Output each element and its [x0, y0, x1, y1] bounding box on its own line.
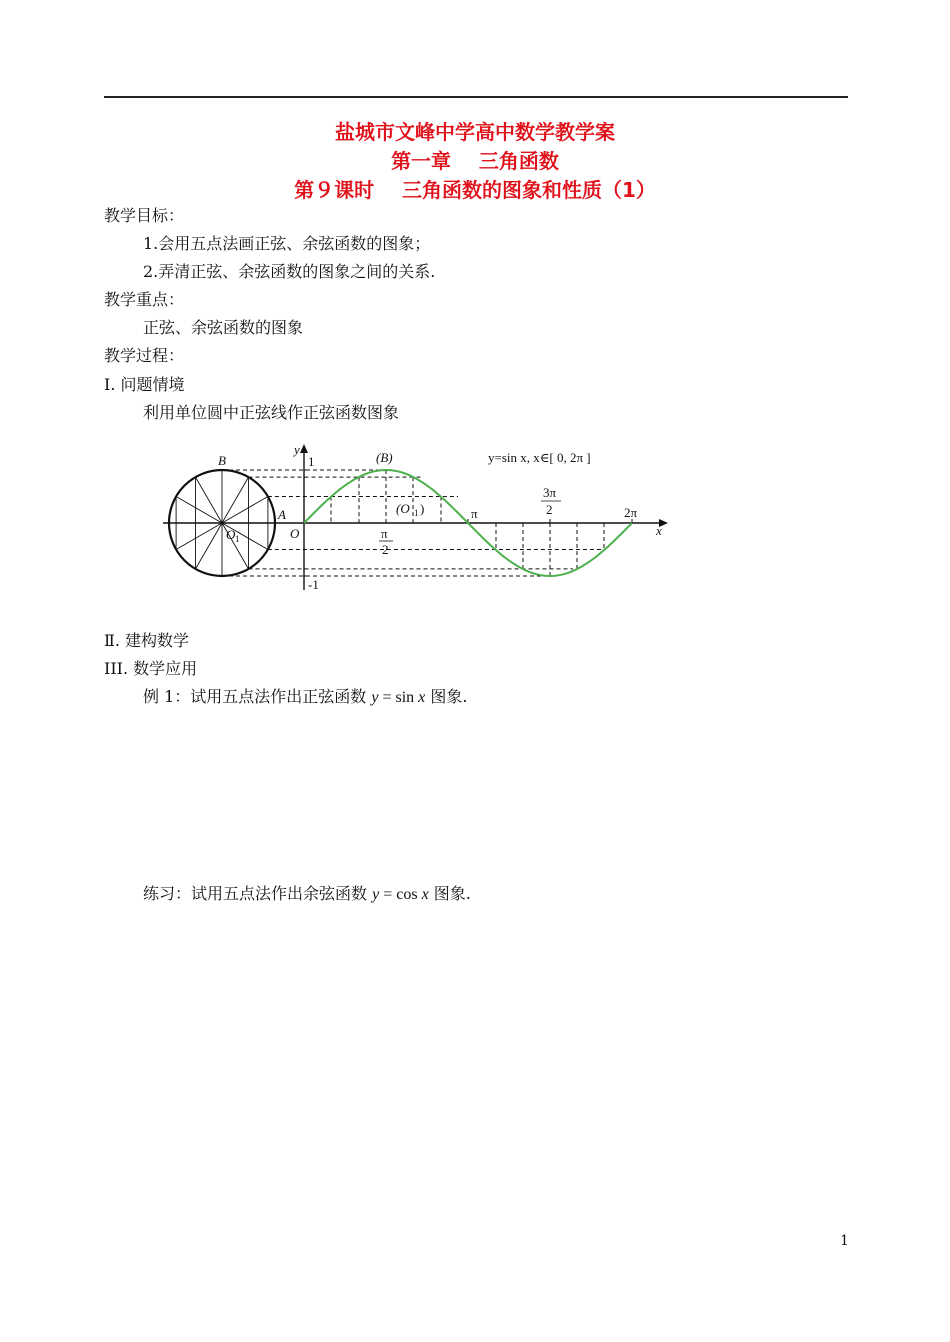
exercise-suffix: 图象.	[428, 884, 471, 903]
exercise-formula-eq: = cos	[379, 886, 422, 903]
example-1-text: 例 1：试用五点法作出正弦函数	[143, 687, 372, 706]
exercise-formula-y: y	[372, 886, 380, 903]
tick-label-pi: π	[471, 506, 478, 521]
tick-label-1: 1	[308, 454, 315, 469]
exercise-formula-x: x	[421, 886, 429, 903]
page-number: 1	[840, 1233, 849, 1249]
projected-center-subscript: 1	[414, 508, 419, 518]
point-b-label: B	[218, 453, 226, 468]
x-axis-label: x	[656, 523, 662, 538]
process-heading: 教学过程：	[104, 346, 185, 365]
section-1-text: 利用单位圆中正弦线作正弦函数图象	[143, 403, 400, 422]
example-1-formula-x: x	[418, 689, 426, 706]
goal-item-2: 2.弄清正弦、余弦函数的图象之间的关系.	[143, 262, 436, 281]
header-rule	[104, 96, 848, 98]
exercise	[143, 884, 471, 905]
tick-label-pi-half-den: 2	[382, 542, 389, 557]
example-1-formula	[371, 689, 425, 706]
keypoints-heading: 教学重点：	[104, 290, 185, 309]
lesson-title: 第９课时 三角函数的图象和性质（1）	[294, 178, 656, 202]
example-1-formula-eq: = sin	[378, 689, 419, 706]
school-title: 盐城市文峰中学高中数学教学案	[335, 120, 615, 144]
projected-center-label: (O	[396, 501, 410, 516]
point-a-label: A	[278, 507, 286, 522]
center-o1-label: O	[226, 527, 236, 542]
sine-unit-circle-figure	[158, 440, 678, 600]
section-2-heading: Ⅱ. 建构数学	[104, 631, 190, 650]
figure-equation: y=sin x, x∈[ 0, 2π ]	[488, 450, 591, 465]
tick-label-2pi: 2π	[624, 505, 638, 520]
section-1-heading: Ⅰ. 问题情境	[104, 375, 185, 394]
example-1-suffix: 图象.	[425, 687, 468, 706]
y-axis-arrow	[300, 444, 308, 453]
y-axis-label: y	[294, 442, 300, 457]
section-3-heading: III. 数学应用	[104, 659, 198, 678]
tick-label-3pi-half-den: 2	[546, 502, 553, 517]
exercise-text: 练习：试用五点法作出余弦函数	[143, 884, 373, 903]
example-1-formula-y: y	[371, 689, 379, 706]
goal-item-1: 1.会用五点法画正弦、余弦函数的图象；	[143, 234, 431, 253]
example-1	[143, 687, 467, 708]
tick-label-neg1: -1	[308, 577, 319, 592]
tick-label-pi-half-num: π	[381, 526, 388, 541]
chapter-title: 第一章 三角函数	[391, 149, 559, 173]
center-o1-subscript: 1	[235, 534, 240, 544]
projected-center-close: )	[420, 501, 425, 516]
projected-point-b-label: (B)	[376, 450, 393, 465]
exercise-formula	[372, 886, 429, 903]
goals-heading: 教学目标：	[104, 206, 185, 225]
tick-label-3pi-half-num: 3π	[543, 485, 557, 500]
origin-label: O	[290, 526, 300, 541]
keypoint-item-1: 正弦、余弦函数的图象	[143, 318, 304, 337]
